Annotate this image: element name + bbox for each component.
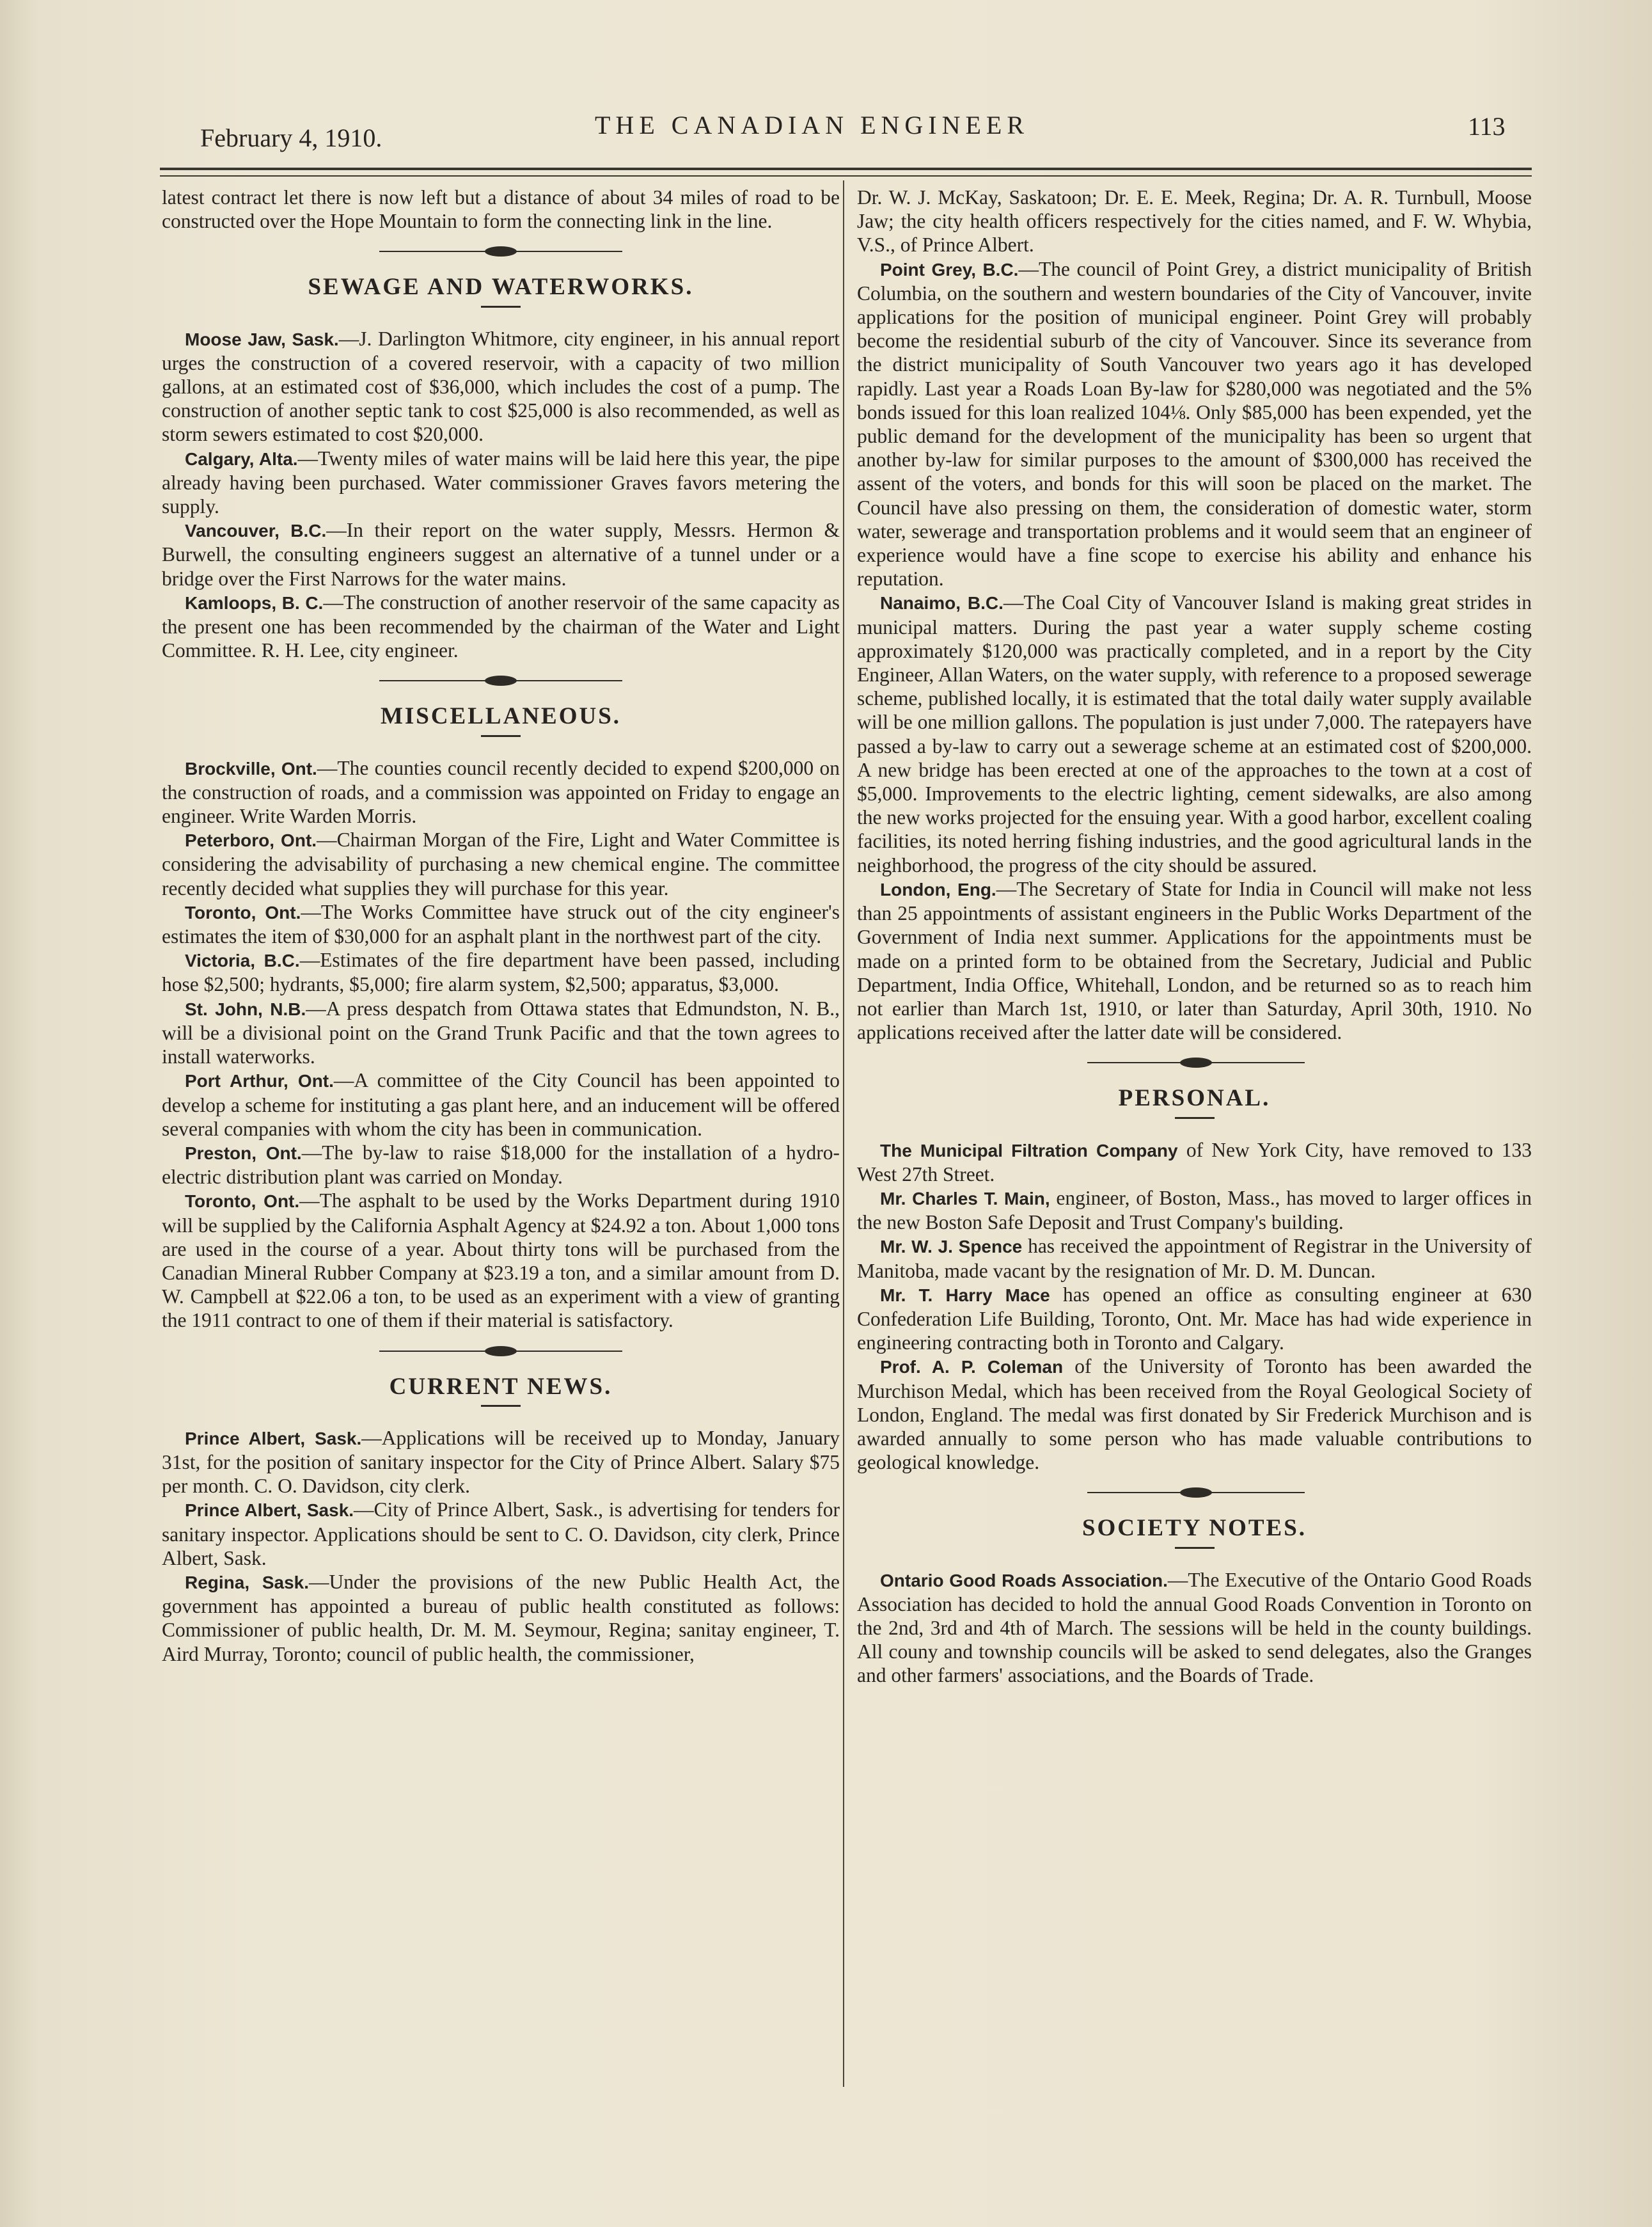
sewage-items (162, 327, 840, 663)
news-item (857, 1354, 1532, 1474)
item-place: Regina, Sask. (185, 1572, 310, 1592)
news-item (162, 1426, 840, 1498)
item-text: —The Executive of the Ontario Good Roads Association has decided to hold the annual Good Roads Convention in Toronto on the 2nd, 3rd and 4th of March. The sessions will be held in the county buildings. All couny and township councils will be asked to send delegates, also the Granges and other farmers' associations, and the Boards of Trade. (857, 1568, 1532, 1687)
news-item (857, 590, 1532, 876)
item-text: —City of Prince Albert, Sask., is advertising for tenders for sanitary inspector. Applications should be sent to C. O. Davidson, city clerk, Prince Albert, Sask. (162, 1498, 840, 1569)
item-place: The Municipal Filtration Company (880, 1140, 1178, 1161)
item-place: St. John, N.B. (185, 999, 306, 1019)
section-ornament (857, 1053, 1532, 1072)
item-text: of the University of Toronto has been awarded the Murchison Medal, which has been received from the Royal Geological Society of London, England. The medal was first donated by Sir Frederick Murchison and is awarded annually to some person who has made valuable contributions to geological knowledge. (857, 1355, 1532, 1474)
item-place: Ontario Good Roads Association. (880, 1570, 1168, 1590)
item-text: —A press despatch from Ottawa states that Edmundston, N. B., will be a divisional point on the Grand Trunk Pacific and that the town agrees to install waterworks. (162, 997, 840, 1068)
news-item (857, 877, 1532, 1044)
news-item (857, 1568, 1532, 1688)
section-heading-society: SOCIETY NOTES. (1082, 1515, 1307, 1542)
item-place: Prof. A. P. Coleman (880, 1357, 1064, 1377)
news-item (162, 828, 840, 900)
item-place: Brockville, Ont. (185, 758, 317, 779)
item-text: —The Secretary of State for India in Council will make not less than 25 appointments of assistant engineers in the Public Works Department of the Government of India next summer. Applications for the appointments must be made on a printed form to be obtained from the Secretary, Judicial and Public Department, India Office, Whitehall, London, and be returned so as to reach him not earlier than March 1st, 1910, or later than Saturday, April 30th, 1910. No applications received after the latter date will be considered. (857, 877, 1532, 1044)
section-heading-news: CURRENT NEWS. (389, 1373, 613, 1400)
page-number: 113 (1468, 112, 1506, 141)
item-place: Prince Albert, Sask. (185, 1428, 362, 1448)
item-text: —Twenty miles of water mains will be laid here this year, the pipe already having been purchased. Water commissioner Graves favors metering the supply. (162, 447, 840, 518)
journal-title: THE CANADIAN ENGINEER (595, 111, 1030, 139)
news-item (857, 1234, 1532, 1282)
item-text: of New York City, have removed to 133 West 27th Street. (857, 1138, 1532, 1185)
section-heading-personal: PERSONAL. (1118, 1085, 1271, 1112)
news-item (857, 1283, 1532, 1355)
item-text: —Under the provisions of the new Public Health Act, the government has appointed a bureau of public health constituted as follows: Commissioner of public health, Dr. M. M. Seymour, Regina; sanitay engineer, T. Aird Murray, Toronto; council of public health, the commissioner, (162, 1570, 840, 1665)
news-item (162, 900, 840, 948)
right-column (857, 186, 1532, 1688)
heading-rule (481, 1405, 521, 1407)
item-text: —The counties council recently decided to expend $200,000 on the construction of roads, and a commission was appointed on Friday to engage an engineer. Write Warden Morris. (162, 756, 840, 828)
item-place: Vancouver, B.C. (185, 521, 327, 541)
item-text: —The asphalt to be used by the Works Department during 1910 will be supplied by the California Asphalt Agency at $24.92 a ton. About 1,000 tons are used in the course of a year. About thirty tons will be purchased from the Canadian Mineral Rubber Company at $23.19 a ton, and a similar amount from D. W. Campbell at $22.06 a ton, to be used as an experiment with a view of granting the 1911 contract to one of them if their material is satisfactory. (162, 1189, 840, 1332)
personal-items (857, 1138, 1532, 1475)
item-place: Mr. T. Harry Mace (880, 1285, 1050, 1305)
news-items (162, 1426, 840, 1666)
section-ornament (857, 1483, 1532, 1502)
item-place: Prince Albert, Sask. (185, 1500, 354, 1521)
item-text: —The Coal City of Vancouver Island is making great strides in municipal matters. During the past year a water supply scheme costing approximately $120,000 was practically completed, and in a report by the City Engineer, Allan Waters, on the water supply, with reference to a proposed sewerage scheme, published locally, it is estimated that the total daily water supply available will be one million gallons. The population is just under 7,000. The ratepayers have passed a by-law to carry out a sewerage scheme at an estimated cost of $200,000. A new bridge has been erected at one of the approaches to the town at a cost of $5,000. Improvements to the electric lighting, cement sidewalks, are also among the new works projected for the ensuing year. With a good harbor, excellent coaling facilities, its noted herring fishing industries, and the good agricultural lands in the neighborhood, the progress of the city should be assured. (857, 591, 1532, 876)
news-item (162, 518, 840, 590)
item-text: —Chairman Morgan of the Fire, Light and Water Committee is considering the advisability of purchasing a new chemical engine. The committee recently decided what supplies they will purchase for this year. (162, 828, 840, 900)
news-item (857, 1186, 1532, 1234)
left-column (162, 186, 840, 1666)
item-place: Peterboro, Ont. (185, 830, 317, 851)
news-item (162, 756, 840, 828)
news-item (162, 948, 840, 996)
page-header (163, 102, 1532, 154)
news-item (162, 1068, 840, 1141)
news-item (162, 327, 840, 447)
item-text: —The construction of another reservoir of the same capacity as the present one has been recommended by the chairman of the Water and Light Committee. R. H. Lee, city engineer. (162, 590, 840, 662)
item-text: has opened an office as consulting engineer at 630 Confederation Life Building, Toronto, Ont. Mr. Mace has had wide experience in engineering contracting both in Toronto and Calgary. (857, 1283, 1532, 1354)
item-text: —The council of Point Grey, a district municipality of British Columbia, on the southern and western boundaries of the City of Vancouver, invite applications for the position of municipal engineer. Point Grey will probably become the residential suburb of the city of Vancouver. Since its severance from the district municipality of South Vancouver two years ago it has developed rapidly. Last year a Roads Loan By-law for $280,000 was negotiated and the 5% bonds issued for this loan realized 104⅛. Only $85,000 has been expended, yet the public demand for the development of the municipality has been so urgent that another by-law for similar purposes to the amount of $300,000 has received the assent of the voters, and bonds for this will soon be placed on the market. The Council have also pressing on them, the consideration of domestic water, storm water, sewerage and transportation problems and it would seem that an engineer of experience would have a fine scope to exercise his ability and enhance his reputation. (857, 257, 1532, 590)
heading-rule (481, 735, 521, 737)
news-item (162, 997, 840, 1069)
item-place: Nanaimo, B.C. (880, 593, 1003, 614)
item-text: —Estimates of the fire department have been passed, including hose $2,500; hydrants, $5,000; fire alarm system, $2,500; apparatus, $3,000. (162, 949, 840, 996)
item-place: Point Grey, B.C. (880, 259, 1019, 280)
news-item (162, 1141, 840, 1189)
heading-rule (481, 306, 521, 308)
society-items (857, 1568, 1532, 1688)
heading-rule (1175, 1117, 1215, 1119)
item-place: Toronto, Ont. (185, 1191, 300, 1212)
item-text: —A committee of the City Council has been appointed to develop a scheme for instituting a gas plant here, and an inducement will be offered several companies with whom the city has been in communication. (162, 1069, 840, 1140)
news-item (857, 1138, 1532, 1186)
item-place: Mr. W. J. Spence (880, 1237, 1023, 1257)
news-item (162, 1570, 840, 1666)
item-text: —The Works Committee have struck out of the city engineer's estimates the item of $30,000 for an asphalt plant in the northwest part of the city. (162, 900, 840, 948)
section-ornament (162, 242, 840, 261)
item-text: —The by-law to raise $18,000 for the installation of a hydro-electric distribution plant was carried on Monday. (162, 1141, 840, 1189)
section-heading-misc: MISCELLANEOUS. (380, 703, 622, 730)
news-item (162, 590, 840, 663)
issue-date: February 4, 1910. (200, 123, 382, 152)
item-text: —Applications will be received up to Monday, January 31st, for the position of sanitary inspector for the City of Prince Albert. Salary $75 per month. C. O. Davidson, city clerk. (162, 1426, 840, 1498)
item-place: Calgary, Alta. (185, 448, 298, 469)
item-place: Mr. Charles T. Main, (880, 1188, 1050, 1209)
section-ornament (162, 671, 840, 690)
item-text: —In their report on the water supply, Messrs. Hermon & Burwell, the consulting engineers suggest an alternative of a tunnel under or a bridge over the First Narrows for the water mains. (162, 519, 840, 590)
heading-rule (1175, 1547, 1215, 1549)
item-place: Moose Jaw, Sask. (185, 329, 339, 349)
news-item (857, 257, 1532, 591)
section-ornament (162, 1342, 840, 1361)
section-heading-sewage: SEWAGE AND WATERWORKS. (308, 274, 694, 301)
item-text: engineer, of Boston, Mass., has moved to larger offices in the new Boston Safe Deposit and Trust Company's building. (857, 1186, 1532, 1234)
news-item (162, 447, 840, 519)
continued-paragraph: latest contract let there is now left but a distance of about 34 miles of road to be constructed over the Hope Mountain to form the connecting link in the line. (162, 186, 840, 233)
misc-items (162, 756, 840, 1333)
header-rule-thin (160, 175, 1532, 177)
item-place: Victoria, B.C. (185, 951, 300, 971)
item-text: has received the appointment of Registrar in the University of Manitoba, made vacant by the resignation of Mr. D. M. Duncan. (857, 1235, 1532, 1282)
column-divider (843, 180, 844, 2087)
item-place: Port Arthur, Ont. (185, 1071, 334, 1091)
item-text: —J. Darlington Whitmore, city engineer, in his annual report urges the construction of a covered reservoir, with a capacity of two million gallons, at an estimated cost of $36,000, which includes the cost of a pump. The construction of another septic tank to cost $25,000 is also recommended, as well as storm sewers estimated to cost $20,000. (162, 327, 840, 446)
item-place: London, Eng. (880, 879, 996, 900)
item-place: Toronto, Ont. (185, 902, 301, 923)
header-rule-thick (160, 168, 1532, 170)
item-place: Preston, Ont. (185, 1143, 302, 1163)
news-item (162, 1498, 840, 1570)
news-item (162, 1189, 840, 1332)
item-place: Kamloops, B. C. (185, 592, 324, 613)
continued-paragraph: Dr. W. J. McKay, Saskatoon; Dr. E. E. Meek, Regina; Dr. A. R. Turnbull, Moose Jaw; the city health officers respectively for the cities named, and F. W. Whybia, V.S., of Prince Albert. (857, 186, 1532, 257)
